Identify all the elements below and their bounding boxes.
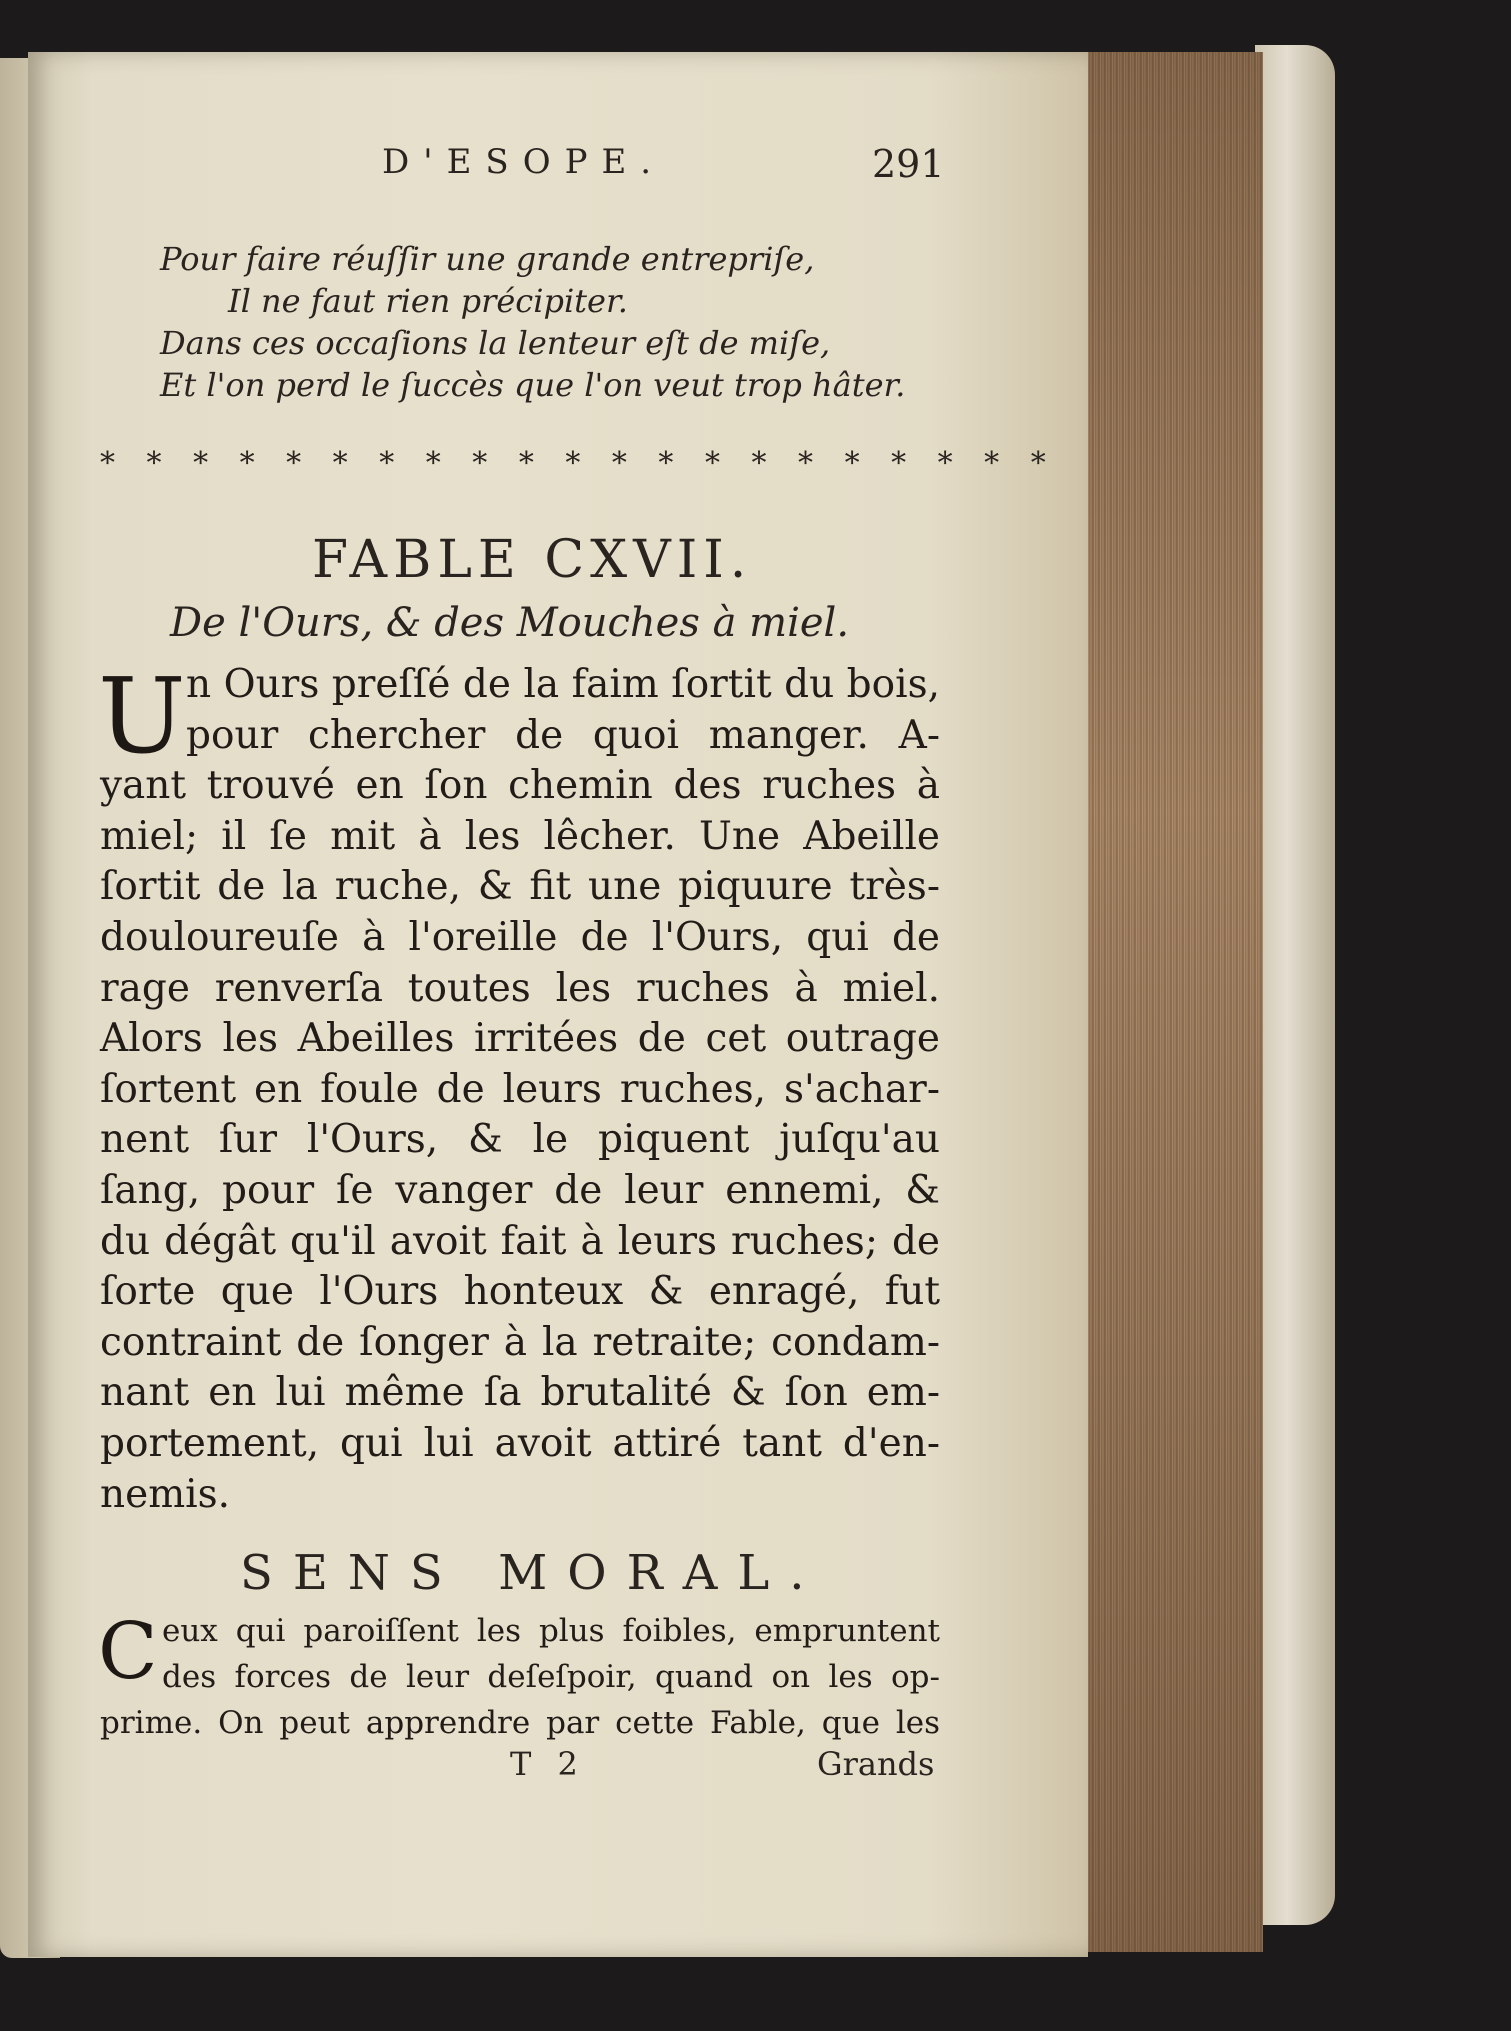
verse-line: Il ne faut rien précipiter. — [228, 282, 628, 320]
verse-line: Et l'on perd le ſuccès que l'on veut trop hâter. — [160, 366, 906, 404]
text-line: contraint de ſonger à la retraite; condam- — [100, 1319, 940, 1365]
text-line: nemis. — [100, 1471, 231, 1517]
moral-title: SENS MORAL. — [240, 1545, 825, 1601]
fable-title: FABLE CXVII. — [312, 530, 753, 590]
text-line: Alors les Abeilles irritées de cet outrage — [100, 1016, 940, 1062]
moral-drop-cap: C — [98, 1607, 158, 1697]
text-line: du dégât qu'il avoit fait à leurs ruches; de — [100, 1218, 940, 1264]
verse-line: Dans ces occaſions la lenteur eſt de miſe, — [160, 324, 831, 362]
text-line: portement, qui lui avoit attiré tant d'en- — [100, 1420, 940, 1466]
text-line: ſorte que l'Ours honteux & enragé, fut — [100, 1269, 940, 1315]
text-line: n Ours preſſé de la faim ſortit du bois, — [186, 662, 940, 707]
asterisk-ornament: * * * * * * * * * * * * * * * * * * * * * — [100, 446, 1057, 481]
signature-mark: T 2 — [510, 1745, 586, 1783]
text-line: douloureuſe à l'oreille de l'Ours, qui de — [100, 914, 940, 960]
text-line: nent ſur l'Ours, & le piquent juſqu'au — [100, 1117, 940, 1163]
catchword: Grands — [817, 1745, 935, 1783]
running-title: D'ESOPE. — [382, 142, 666, 182]
text-line: prime. On peut apprendre par cette Fable, que les — [100, 1705, 940, 1741]
text-line: des forces de leur deſeſpoir, quand on les op- — [162, 1659, 940, 1695]
moral-text — [100, 1608, 940, 1746]
drop-cap: U — [98, 655, 186, 777]
text-line: nant en lui même ſa brutalité & ſon em- — [100, 1370, 940, 1416]
verse-line: Pour faire réuſſir une grande entrepriſe, — [160, 240, 815, 278]
text-line: pour chercher de quoi manger. A- — [186, 712, 940, 758]
text-line: rage renverſa toutes les ruches à miel. — [100, 965, 940, 1011]
book-cover — [1255, 45, 1335, 1925]
text-line: miel; il ſe mit à les lêcher. Une Abeille — [100, 813, 940, 859]
page-number: 291 — [872, 142, 945, 186]
text-line: ſang, pour ſe vanger de leur ennemi, & — [100, 1167, 940, 1213]
page-block-edge — [1080, 52, 1263, 1952]
fable-subtitle: De l'Ours, & des Mouches à miel. — [170, 600, 850, 646]
text-line: ſortent en foule de leurs ruches, s'achar- — [100, 1066, 940, 1112]
text-line: yant trouvé en ſon chemin des ruches à — [100, 763, 940, 809]
fable-text — [98, 655, 940, 1520]
text-line: eux qui paroiſſent les plus foibles, empruntent — [162, 1613, 940, 1649]
text-line: ſortit de la ruche, & fit une piquure très- — [100, 864, 940, 910]
